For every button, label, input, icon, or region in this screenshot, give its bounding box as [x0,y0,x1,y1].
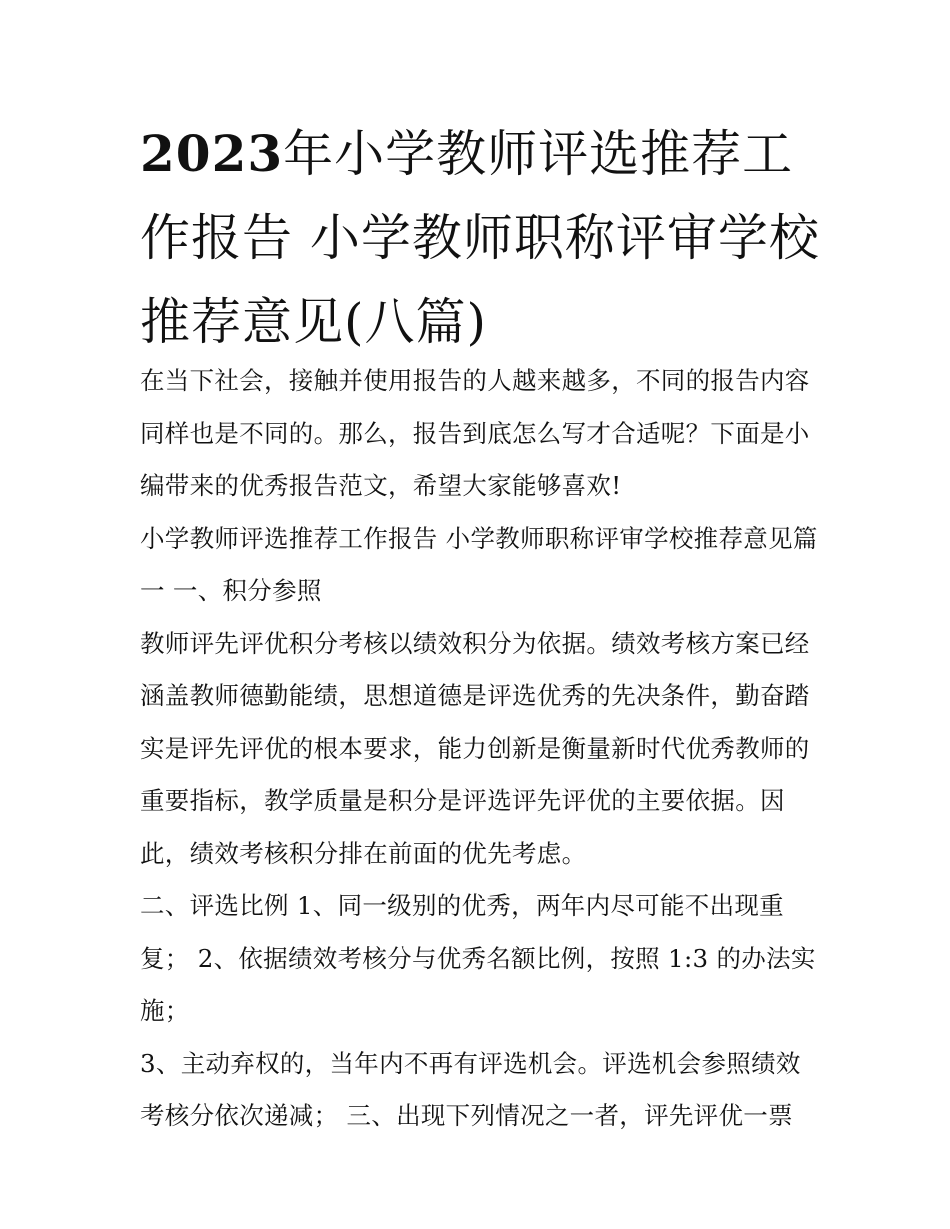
intro-paragraph: 在当下社会，接触并使用报告的人越来越多，不同的报告内容同样也是不同的。那么，报告到底怎么写才合适呢？下面是小编带来的优秀报告范文，希望大家能够喜欢! [140,366,810,500]
title-number: 2023 [140,124,284,183]
document-body [140,355,820,1143]
body-paragraph: 3、主动弃权的，当年内不再有评选机会。评选机会参照绩效考核分依次递减； 三、出现下列情况之一者，评先评优一票 [140,1048,801,1130]
title-text: 年小学教师评选推荐工作报告 小学教师职称评审学校推荐意见(八篇) [140,125,820,351]
document-title [140,112,820,364]
body-paragraph: 教师评先评优积分考核以绩效积分为依据。绩效考核方案已经涵盖教师德勤能绩，思想道德是评选优秀的先决条件，勤奋踏实是评先评优的根本要求，能力创新是衡量新时代优秀教师的重要指标，教学质量是积分是评选评先评优的主要依据。因此，绩效考核积分排在前面的优先考虑。 [140,628,810,868]
body-paragraph: 二、评选比例 1、同一级别的优秀，两年内尽可能不出现重复； 2、依据绩效考核分与优秀名额比例，按照 1:3 的办法实施； [140,891,816,1025]
section-heading: 小学教师评选推荐工作报告 小学教师职称评审学校推荐意见篇一 一、积分参照 [140,523,818,605]
